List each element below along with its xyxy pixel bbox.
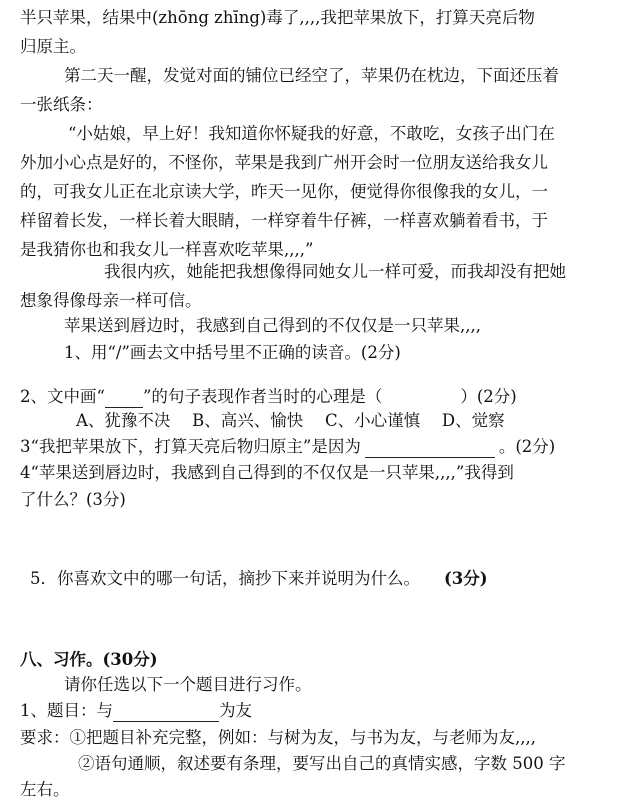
question-5-stem: 5．你喜欢文中的哪一句话，摘抄下来并说明为什么。 (30, 569, 420, 588)
question-3 (20, 436, 555, 458)
passage-line: 是我猜你也和我女儿一样喜欢吃苹果,,,,” (20, 240, 314, 259)
passage-line: 归原主。 (20, 37, 86, 56)
composition-requirement: 要求：①把题目补充完整，例如：与树为友，与书为友，与老师为友,,,, (20, 728, 536, 747)
question-3-stem: 3“我把苹果放下，打算天亮后物归原主”是因为 (20, 437, 361, 456)
question-3-points: 。(2分) (498, 437, 556, 456)
question-5-points: (3分) (444, 569, 488, 588)
question-1: 1、用“/”画去文中括号里不正确的读音。(2分) (64, 343, 401, 362)
passage-line: 半只苹果，结果中(zhōng zhīng)毒了,,,,我把苹果放下，打算天亮后物 (20, 8, 535, 27)
composition-topic-suffix: 为友 (219, 701, 252, 720)
passage-line: 一张纸条： (20, 95, 103, 114)
underline-marker (105, 391, 143, 408)
composition-requirement: 左右。 (20, 780, 70, 799)
question-2-stem: ”的句子表现作者当时的心理是（ (142, 387, 383, 406)
passage-line: “小姑娘，早上好！我知道你怀疑我的好意，不敢吃，女孩子出门在 (68, 124, 555, 143)
composition-topic (20, 700, 252, 722)
question-2-prefix: 2、文中画“ (20, 387, 105, 406)
passage-line: 外加小心点是好的，不怪你，苹果是我到广州开会时一位朋友送给我女儿 (20, 153, 548, 172)
passage-line: 的，可我女儿正在北京读大学，昨天一见你，便觉得你很像我的女儿，一 (20, 182, 548, 201)
question-2-points: ）(2分) (460, 387, 517, 406)
passage-line: 想象得像母亲一样可信。 (20, 291, 202, 310)
question-5 (30, 568, 488, 590)
question-2-options: A、犹豫不决 B、高兴、愉快 C、小心谨慎 D、觉察 (76, 411, 505, 430)
answer-blank[interactable] (365, 441, 495, 458)
topic-blank[interactable] (113, 705, 219, 722)
passage-line: 苹果送到唇边时，我感到自己得到的不仅仅是一只苹果,,,, (64, 316, 481, 335)
passage-line: 我很内疚，她能把我想像得同她女儿一样可爱，而我却没有把她 (104, 262, 566, 281)
section-heading: 八、习作。(30分) (20, 650, 158, 669)
composition-topic-prefix: 1、题目：与 (20, 701, 113, 720)
question-4-line: 4“苹果送到唇边时，我感到自己得到的不仅仅是一只苹果,,,,”我得到 (20, 463, 514, 482)
composition-intro: 请你任选以下一个题目进行习作。 (64, 675, 312, 694)
passage-line: 第二天一醒，发觉对面的铺位已经空了，苹果仍在枕边，下面还压着 (64, 66, 559, 85)
question-4-line: 了什么？(3分) (20, 490, 126, 509)
composition-requirement: ②语句通顺，叙述要有条理，要写出自己的真情实感，字数 500 字 (78, 754, 566, 773)
passage-line: 样留着长发，一样长着大眼睛，一样穿着牛仔裤，一样喜欢躺着看书，于 (20, 211, 548, 230)
question-2 (20, 386, 517, 408)
